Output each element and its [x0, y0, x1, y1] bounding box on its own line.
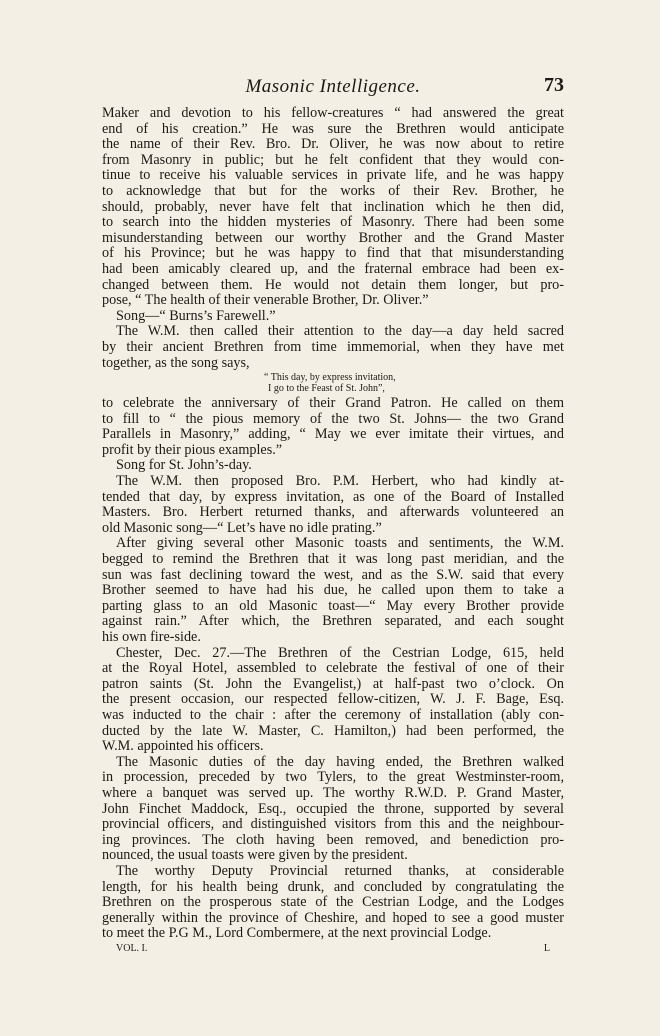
book-page	[102, 72, 564, 959]
text-line: patron saints (St. John the Evangelist,) at half-past two o’clock. On	[102, 675, 564, 692]
paragraph	[102, 474, 564, 536]
text-line: The worthy Deputy Provincial returned thanks, at considerable	[116, 862, 564, 879]
text-line: had been amicably cleared up, and the fraternal embrace had been ex-	[102, 260, 564, 277]
running-head	[102, 72, 564, 106]
text-line: from Masonry in public; but he felt confident that they would con-	[102, 151, 564, 168]
paragraph	[102, 396, 564, 458]
text-line: ducted by the late W. Master, C. Hamilton,) had been performed, the	[102, 722, 564, 739]
paragraph	[102, 646, 564, 755]
text-line: together, as the song says,	[102, 354, 250, 371]
text-line: changed between them. He would not detain them longer, but pro-	[102, 276, 564, 293]
verse-quotation	[102, 372, 564, 394]
text-line: to celebrate the anniversary of their Grand Patron. He called on them	[102, 395, 564, 412]
verse-line: “ This day, by express invitation,	[264, 372, 396, 384]
body-text-top	[102, 106, 564, 371]
text-line: The W.M. then called their attention to the day—a day held sacred	[116, 323, 564, 340]
text-line: to search into the hidden mysteries of Masonry. There had been some	[102, 214, 564, 231]
text-line: nounced, the usual toasts were given by the president.	[102, 847, 408, 864]
text-line: to fill to “ the pious memory of the two St. Johns— the two Grand	[102, 410, 564, 427]
text-line: Chester, Dec. 27.—The Brethren of the Cestrian Lodge, 615, held	[116, 644, 564, 661]
text-line: Masters. Bro. Herbert returned thanks, and afterwards volunteered an	[102, 504, 564, 521]
paragraph	[102, 309, 564, 325]
body-text-bottom	[102, 396, 564, 942]
text-line: begged to remind the Brethren that it was long past meridian, and the	[102, 551, 564, 568]
text-line: the name of their Rev. Bro. Dr. Oliver, he was now about to retire	[102, 136, 564, 153]
page-number: 73	[544, 74, 564, 96]
text-line: tended that day, by express invitation, as one of the Board of Installed	[102, 488, 564, 505]
text-line: The Masonic duties of the day having ended, the Brethren walked	[116, 753, 564, 770]
text-line: his own fire-side.	[102, 629, 201, 645]
text-line: misunderstanding between our worthy Brother and the Grand Master	[102, 229, 564, 246]
text-line: W.M. appointed his officers.	[102, 738, 264, 755]
text-line: to meet the P.G M., Lord Combermere, at the next provincial Lodge.	[102, 925, 492, 942]
text-line: by their ancient Brethren from time immemorial, when they have met	[102, 338, 564, 355]
text-line: profit by their pious examples.”	[102, 441, 283, 458]
paragraph	[102, 106, 564, 309]
page-footer	[102, 943, 564, 959]
text-line: Song—“ Burns’s Farewell.”	[116, 307, 276, 324]
text-line: Brethren on the prosperous state of the Cestrian Lodge, and the Lodges	[102, 894, 564, 911]
text-line: old Masonic song—“ Let’s have no idle prating.”	[102, 519, 382, 536]
text-line: to acknowledge that but for the works of their Rev. Brother, he	[102, 182, 564, 199]
text-line: end of his creation.” He was sure the Brethren would anticipate	[102, 120, 564, 137]
text-line: length, for his health being drunk, and concluded by congratulating the	[102, 878, 564, 895]
text-line: provincial officers, and distinguished visitors from this and the neighbour-	[102, 816, 564, 833]
text-line: Parallels in Masonry,” adding, “ May we ever imitate their virtues, and	[102, 426, 564, 443]
text-line: tinue to receive his valuable services in private life, and he was happy	[102, 167, 564, 184]
running-title: Masonic Intelligence.	[245, 76, 421, 97]
text-line: Brother seemed to have had his due, he called upon them to take a	[102, 582, 564, 599]
text-line: was inducted to the chair : after the ceremony of installation (ably con-	[102, 706, 564, 723]
text-line: The W.M. then proposed Bro. P.M. Herbert, who had kindly at-	[116, 473, 564, 490]
paragraph	[102, 755, 564, 864]
paragraph	[102, 458, 564, 474]
signature-mark: L	[543, 942, 550, 954]
text-line: in procession, preceded by two Tylers, to the great Westminster-room,	[102, 769, 564, 786]
text-line: against rain.” After which, the Brethren separated, and each sought	[102, 613, 564, 630]
text-line: at the Royal Hotel, assembled to celebrate the festival of one of their	[102, 660, 564, 677]
text-line: parting glass to an old Masonic toast—“ May every Brother provide	[102, 597, 564, 614]
text-line: where a banquet was served up. The worthy R.W.D. P. Grand Master,	[102, 784, 564, 801]
text-line: After giving several other Masonic toasts and sentiments, the W.M.	[116, 535, 564, 552]
text-line: sun was fast declining toward the west, and as the S.W. said that every	[102, 566, 564, 583]
volume-marker: VOL. I.	[116, 942, 148, 954]
text-line: the present occasion, our respected fellow-citizen, W. J. F. Bage, Esq.	[102, 691, 564, 708]
text-line: John Finchet Maddock, Esq., occupied the throne, supported by several	[102, 800, 564, 817]
text-line: of his Province; but he was happy to find that that misunderstanding	[102, 245, 564, 262]
text-line: Song for St. John’s-day.	[116, 457, 252, 474]
verse-line: I go to the Feast of St. John”,	[268, 383, 385, 395]
paragraph	[102, 536, 564, 645]
text-line: generally within the province of Cheshire, and hoped to see a good muster	[102, 909, 564, 926]
text-line: Maker and devotion to his fellow-creatures “ had answered the great	[102, 105, 564, 121]
paragraph	[102, 864, 564, 942]
text-line: pose, “ The health of their venerable Brother, Dr. Oliver.”	[102, 292, 429, 309]
text-line: ing provinces. The cloth having been removed, and benediction pro-	[102, 831, 564, 848]
paragraph	[102, 324, 564, 371]
text-line: should, probably, never have felt that inclination which he then did,	[102, 198, 564, 215]
